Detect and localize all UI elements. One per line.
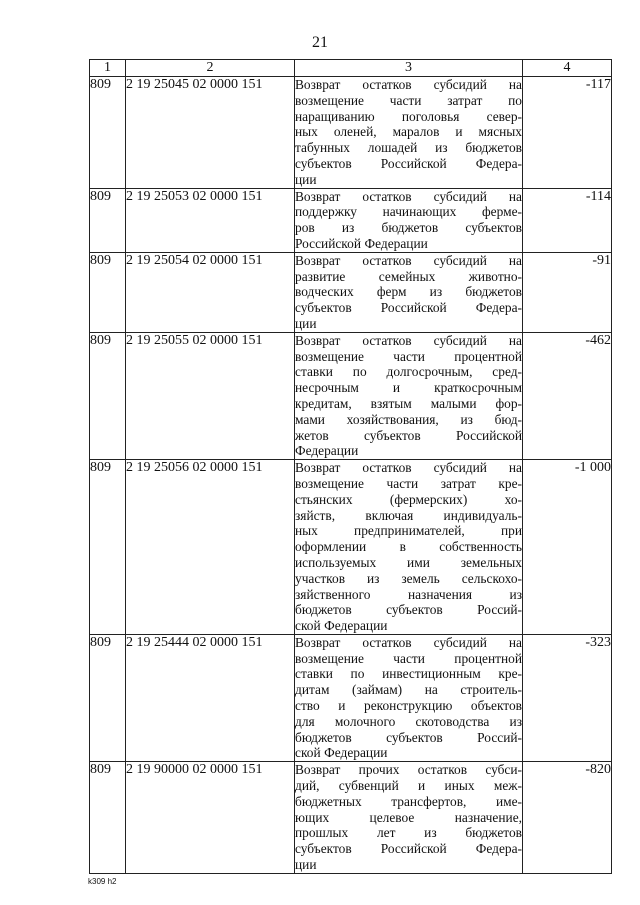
budget-code-cell: 2 19 25444 02 0000 151 — [126, 634, 295, 761]
table-row — [90, 460, 612, 635]
description-line: ской Федерации — [295, 618, 388, 634]
description-line: Возврат остатков субсидий на — [295, 77, 522, 92]
description-cell — [295, 252, 523, 332]
description-line: оформлении в собственность — [295, 539, 522, 555]
description-line: ции — [295, 857, 317, 873]
description-line: ющих целевое назначение, — [295, 809, 522, 825]
description-line: табунных лошадей из бюджетов — [295, 140, 522, 156]
admin-code-cell: 809 — [90, 188, 126, 252]
description-line: для молочного скотоводства из — [295, 713, 522, 729]
table-row — [90, 252, 612, 332]
amount-cell: -114 — [523, 188, 612, 252]
header-row — [90, 60, 612, 77]
column-header-1: 1 — [90, 60, 126, 77]
description-line: бюджетных трансфертов, име- — [295, 793, 522, 809]
table-row — [90, 762, 612, 874]
description-line: ров из бюджетов субъектов — [295, 220, 522, 236]
description-line: развитие семейных животно- — [295, 268, 522, 284]
budget-code-cell: 2 19 90000 02 0000 151 — [126, 762, 295, 874]
admin-code-cell: 809 — [90, 77, 126, 189]
description-line: поддержку начинающих фермe- — [295, 204, 522, 220]
budget-code-cell: 2 19 25054 02 0000 151 — [126, 252, 295, 332]
description-line: используемых ими земельных — [295, 554, 522, 570]
description-line: Возврат прочих остатков субси- — [295, 762, 522, 778]
description-line: возмещение части процентной — [295, 348, 522, 364]
description-line: ных оленей, маралов и мясных — [295, 124, 522, 140]
table-row — [90, 77, 612, 189]
description-line: дий, субвенций и иных меж- — [295, 778, 522, 794]
description-line: ской Федерации — [295, 745, 388, 761]
description-line: ставки по инвестиционным кре- — [295, 666, 522, 682]
description-line: возмещение части затрат по — [295, 92, 522, 108]
description-line: ных предпринимателей, при — [295, 523, 522, 539]
description-line: субъектов Российской Федера- — [295, 300, 522, 316]
footer-code: k309 h2 — [88, 877, 117, 886]
description-line: ство и реконструкцию объектов — [295, 698, 522, 714]
description-line: субъектов Российской Федера- — [295, 155, 522, 171]
description-line: кредитам, взятым малыми фор- — [295, 395, 522, 411]
amount-cell: -323 — [523, 634, 612, 761]
description-line: ции — [295, 171, 317, 187]
description-cell — [295, 762, 523, 874]
description-line: стьянских (фермерских) хо- — [295, 491, 522, 507]
column-header-4: 4 — [523, 60, 612, 77]
amount-cell: -820 — [523, 762, 612, 874]
admin-code-cell: 809 — [90, 460, 126, 635]
description-line: ставки по долгосрочным, сред- — [295, 364, 522, 380]
description-line: несрочным и краткосрочным — [295, 380, 522, 396]
description-line: дитам (займам) на строитель- — [295, 682, 522, 698]
description-line: прошлых лет из бюджетов — [295, 825, 522, 841]
description-cell — [295, 460, 523, 635]
description-line: Возврат остатков субсидий на — [295, 634, 522, 650]
description-line: возмещение части затрат кре- — [295, 475, 522, 491]
description-line: наращиванию поголовья север- — [295, 108, 522, 124]
description-cell — [295, 77, 523, 189]
description-cell — [295, 332, 523, 459]
description-line: субъектов Российской Федера- — [295, 841, 522, 857]
admin-code-cell: 809 — [90, 332, 126, 459]
description-line: водческих ферм из бюджетов — [295, 284, 522, 300]
description-line: бюджетов субъектов Россий- — [295, 729, 522, 745]
description-line: Возврат остатков субсидий на — [295, 332, 522, 348]
column-header-2: 2 — [126, 60, 295, 77]
description-line: бюджетов субъектов Россий- — [295, 602, 522, 618]
description-line: Российской Федерации — [295, 235, 428, 251]
table-row — [90, 188, 612, 252]
description-line: Федерации — [295, 443, 359, 459]
admin-code-cell: 809 — [90, 762, 126, 874]
description-line: Возврат остатков субсидий на — [295, 460, 522, 476]
description-line: ции — [295, 315, 317, 331]
amount-cell: -91 — [523, 252, 612, 332]
description-line: мами хозяйствования, из бюд- — [295, 411, 522, 427]
description-line: зяйственного назначения из — [295, 586, 522, 602]
description-line: жетов субъектов Российской — [295, 427, 522, 443]
budget-code-cell: 2 19 25053 02 0000 151 — [126, 188, 295, 252]
budget-code-cell: 2 19 25045 02 0000 151 — [126, 77, 295, 189]
table-body — [90, 77, 612, 874]
description-line: возмещение части процентной — [295, 650, 522, 666]
description-cell — [295, 188, 523, 252]
description-line: зяйств, включая индивидуаль- — [295, 507, 522, 523]
page-number: 21 — [312, 34, 328, 51]
description-line: участков из земель сельскохо- — [295, 570, 522, 586]
budget-table — [89, 59, 612, 874]
description-line: Возврат остатков субсидий на — [295, 252, 522, 268]
description-line: Возврат остатков субсидий на — [295, 188, 522, 204]
budget-code-cell: 2 19 25055 02 0000 151 — [126, 332, 295, 459]
budget-code-cell: 2 19 25056 02 0000 151 — [126, 460, 295, 635]
admin-code-cell: 809 — [90, 252, 126, 332]
column-header-3: 3 — [295, 60, 523, 77]
description-cell — [295, 634, 523, 761]
amount-cell: -117 — [523, 77, 612, 189]
table-row — [90, 332, 612, 459]
amount-cell: -462 — [523, 332, 612, 459]
admin-code-cell: 809 — [90, 634, 126, 761]
amount-cell: -1 000 — [523, 460, 612, 635]
table-row — [90, 634, 612, 761]
